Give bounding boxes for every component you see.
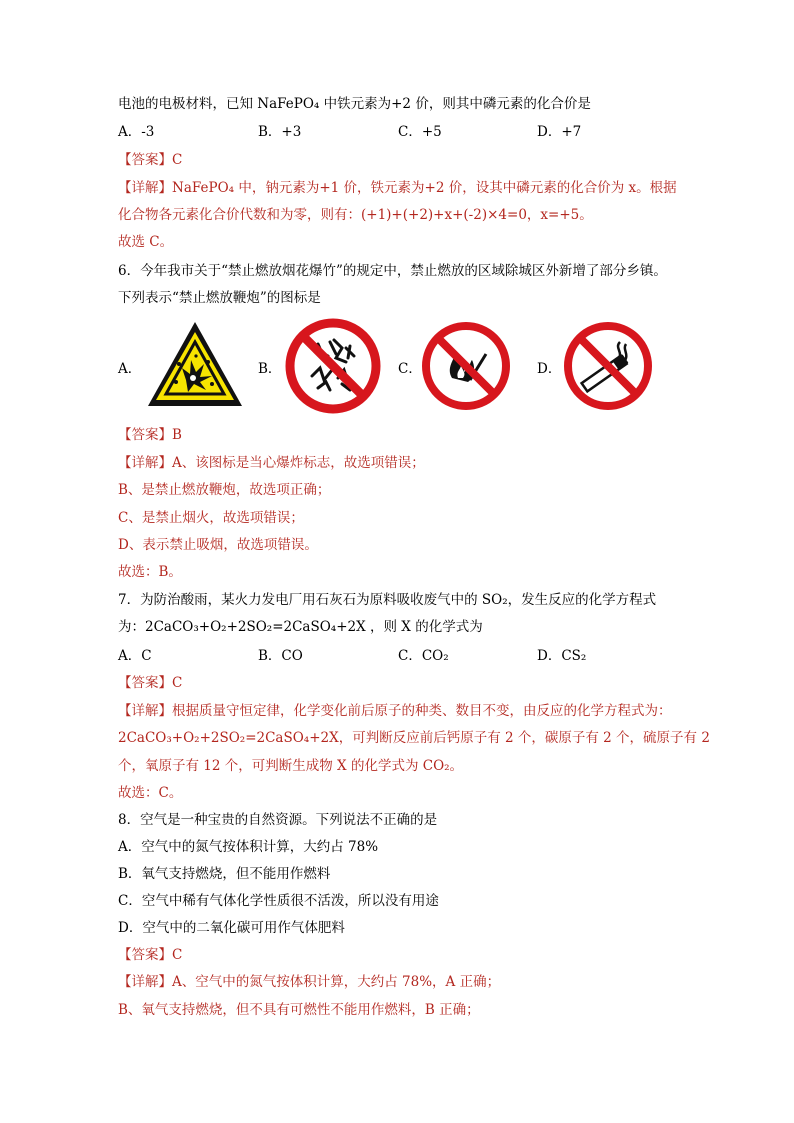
q5-option-a: A．-3 xyxy=(118,124,155,140)
q5-detail-1: 【详解】NaFePO₄ 中，钠元素为+1 价，铁元素为+2 价，设其中磷元素的化合价为 x。根据 xyxy=(118,180,677,196)
q7-option-d: D．CS₂ xyxy=(537,648,587,664)
q6-option-b-label: B． xyxy=(258,361,282,377)
q6-option-a-label: A． xyxy=(118,361,142,377)
q6-answer: 【答案】B xyxy=(118,427,182,443)
q7-detail-1: 【详解】根据质量守恒定律，化学变化前后原子的种类、数目不变，由反应的化学方程式为： xyxy=(118,703,672,719)
q5-option-b: B．+3 xyxy=(258,124,302,140)
q6-detail-b: B、是禁止燃放鞭炮，故选项正确； xyxy=(118,482,331,498)
q7-detail-3: 个，氧原子有 12 个，可判断生成物 X 的化学式为 CO₂。 xyxy=(118,758,464,774)
q5-option-d: D．+7 xyxy=(537,124,582,140)
q7-detail-2: 2CaCO₃+O₂+2SO₂=2CaSO₄+2X，可判断反应前后钙原子有 2 个，碳原子有 2 个，硫原子有 2 xyxy=(118,730,710,746)
q6-detail-c: C、是禁止烟火，故选项错误； xyxy=(118,510,304,526)
answer-tag: 【答案】 xyxy=(118,427,172,443)
q6-stem-2: 下列表示“禁止燃放鞭炮”的图标是 xyxy=(118,290,321,306)
q8-option-b: B．氧气支持燃烧，但不能用作燃料 xyxy=(118,866,331,882)
q6-detail-a: 【详解】A、该图标是当心爆炸标志，故选项错误； xyxy=(118,455,425,471)
q8-option-a: A．空气中的氮气按体积计算，大约占 78% xyxy=(118,839,379,855)
q6-detail-d: D、表示禁止吸烟，故选项错误。 xyxy=(118,537,318,553)
detail-tag: 【详解】 xyxy=(118,180,172,196)
q7-stem-1: 7．为防治酸雨，某火力发电厂用石灰石为原料吸收废气中的 SO₂，发生反应的化学方程式 xyxy=(118,592,657,608)
q6-stem-1: 6．今年我市关于“禁止燃放烟花爆竹”的规定中，禁止燃放的区域除城区外新增了部分乡镇。 xyxy=(118,263,667,279)
q5-option-c: C．+5 xyxy=(398,124,442,140)
q7-conclusion: 故选：C。 xyxy=(118,785,183,801)
q5-conclusion: 故选 C。 xyxy=(118,234,174,250)
q7-option-a: A．C xyxy=(118,648,152,664)
no-open-flame-icon xyxy=(420,320,512,416)
q7-answer: 【答案】C xyxy=(118,675,183,691)
q6-conclusion: 故选：B。 xyxy=(118,564,182,580)
q6-option-c-label: C． xyxy=(398,361,422,377)
q5-detail-2: 化合物各元素化合价代数和为零，则有：(+1)+(+2)+x+(-2)×4=0，x=+5。 xyxy=(118,207,593,223)
explosion-warning-icon xyxy=(146,320,244,414)
q5-answer: 【答案】C xyxy=(118,152,183,168)
detail-tag: 【详解】 xyxy=(118,455,172,471)
q8-answer: 【答案】C xyxy=(118,947,183,963)
q8-option-c: C．空气中稀有气体化学性质很不活泼，所以没有用途 xyxy=(118,893,439,909)
q8-option-d: D．空气中的二氧化碳可用作气体肥料 xyxy=(118,920,345,936)
answer-tag: 【答案】 xyxy=(118,675,172,691)
no-smoking-icon xyxy=(562,320,654,416)
answer-tag: 【答案】 xyxy=(118,152,172,168)
q5-stem: 电池的电极材料，已知 NaFePO₄ 中铁元素为+2 价，则其中磷元素的化合价是 xyxy=(118,96,591,112)
q8-detail-a: 【详解】A、空气中的氮气按体积计算，大约占 78%，A 正确； xyxy=(118,974,501,990)
q7-stem-2: 为：2CaCO₃+O₂+2SO₂=2CaSO₄+2X ，则 X 的化学式为 xyxy=(118,619,483,635)
q6-option-d-label: D． xyxy=(537,361,562,377)
q8-stem: 8．空气是一种宝贵的自然资源。下列说法不正确的是 xyxy=(118,812,438,828)
answer-tag: 【答案】 xyxy=(118,947,172,963)
q8-detail-b: B、氧气支持燃烧，但不具有可燃性不能用作燃料，B 正确； xyxy=(118,1002,480,1018)
no-firecrackers-icon xyxy=(284,318,382,418)
detail-tag: 【详解】 xyxy=(118,703,172,719)
q7-option-b: B．CO xyxy=(258,648,303,664)
q7-option-c: C．CO₂ xyxy=(398,648,449,664)
detail-tag: 【详解】 xyxy=(118,974,172,990)
